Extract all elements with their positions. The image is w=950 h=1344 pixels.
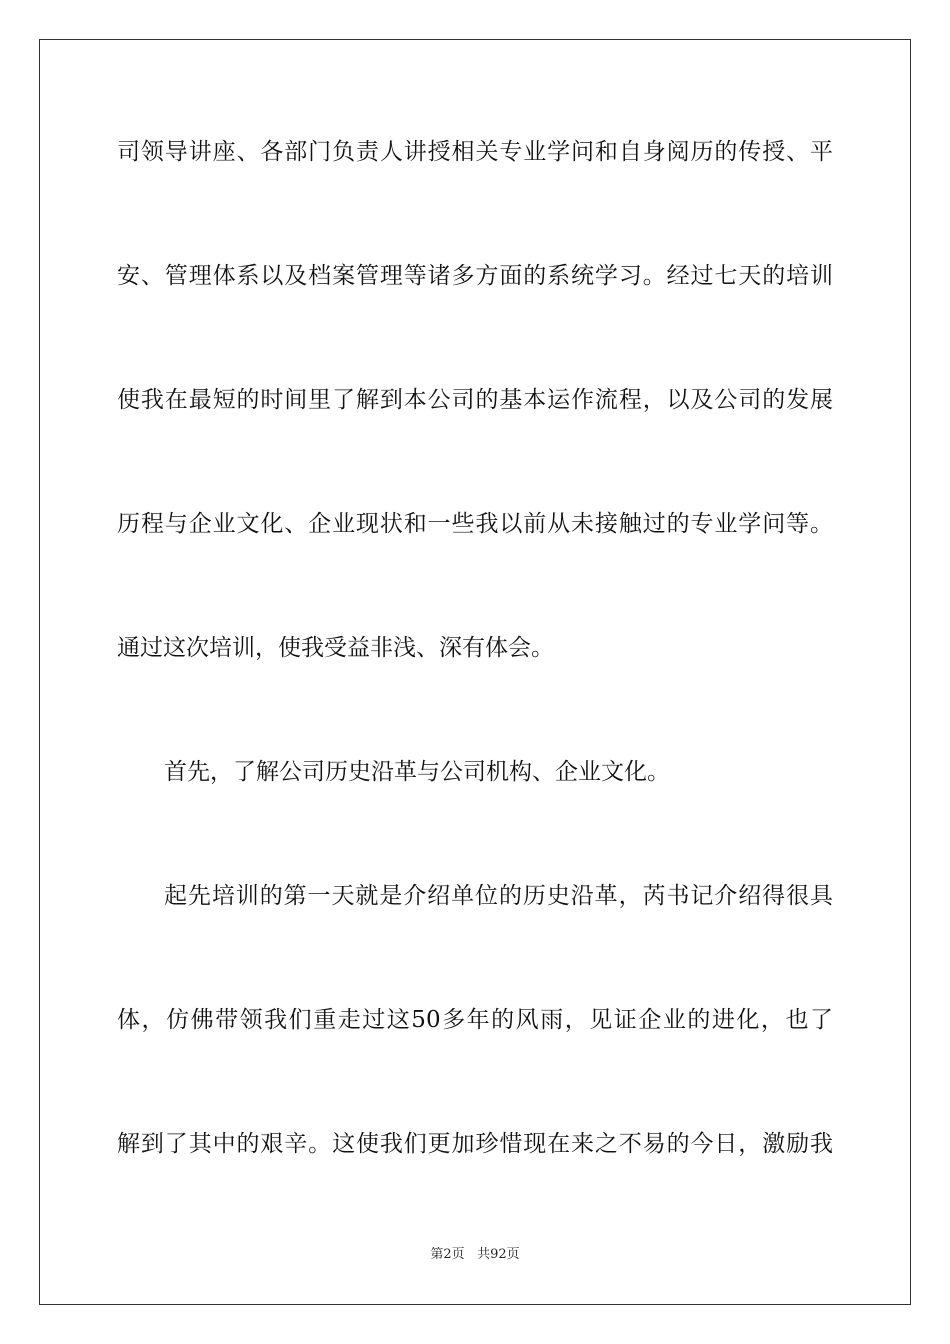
- page-number: 第2页: [430, 1247, 465, 1262]
- body-line-9: 解到了其中的艰辛。这使我们更加珍惜现在来之不易的今日，激励我: [117, 1131, 833, 1157]
- page-footer: [0, 1246, 950, 1264]
- body-line-7: 起先培训的第一天就是介绍单位的历史沿革，芮书记介绍得很具: [164, 883, 833, 909]
- body-line-3: 使我在最短的时间里了解到本公司的基本运作流程，以及公司的发展: [117, 387, 833, 413]
- paragraph-heading-line: 首先，了解公司历史沿革与公司机构、企业文化。: [164, 759, 670, 785]
- total-pages: 共92页: [477, 1247, 520, 1262]
- body-line-8: 体，仿佛带领我们重走过这50多年的风雨，见证企业的进化，也了: [117, 1007, 833, 1033]
- body-line-4: 历程与企业文化、企业现状和一些我以前从未接触过的专业学问等。: [117, 511, 833, 537]
- body-line-1: 司领导讲座、各部门负责人讲授相关专业学问和自身阅历的传授、平: [117, 139, 833, 165]
- page-frame: [39, 39, 911, 1305]
- body-line-2: 安、管理体系以及档案管理等诸多方面的系统学习。经过七天的培训: [117, 263, 833, 289]
- body-line-5: 通过这次培训，使我受益非浅、深有体会。: [117, 635, 554, 661]
